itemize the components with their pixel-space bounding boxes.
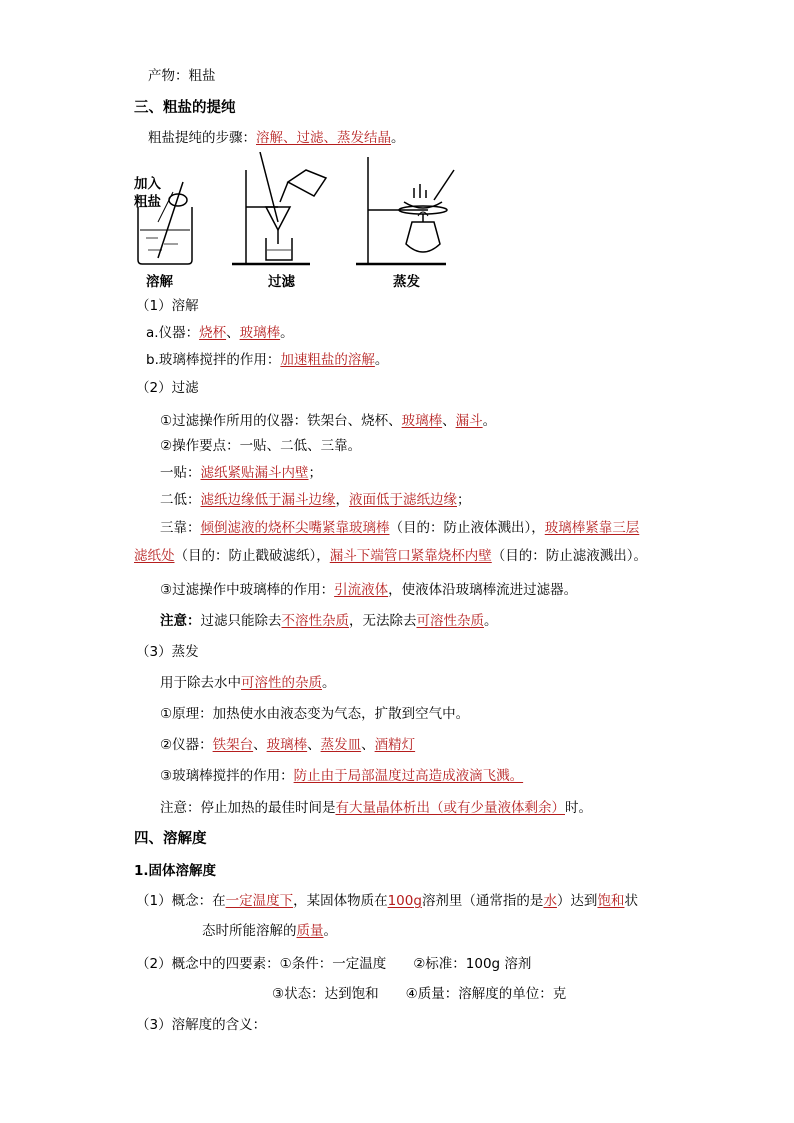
filter-heading: （2）过滤 [136, 380, 199, 396]
solid-solubility-heading: 1.固体溶解度 [134, 863, 217, 879]
answer: 玻璃棒紧靠三层 [544, 520, 640, 536]
evaporate-principle: ①原理：加热使水由液态变为气态，扩散到空气中。 [160, 706, 470, 722]
text: ③过滤操作中玻璃棒的作用： [160, 582, 335, 598]
answer: 有大量晶体析出（或有少量液体剩余） [335, 800, 565, 816]
figure-caption-evaporate: 蒸发 [393, 274, 420, 290]
answer: 铁架台 [212, 737, 254, 753]
text: ，无法除去 [349, 613, 417, 629]
text: a.仪器： [146, 325, 200, 341]
answer: 玻璃棒 [266, 737, 308, 753]
answer: 可溶性的杂质 [241, 675, 322, 691]
dissolve-heading: （1）溶解 [136, 298, 199, 314]
answer: 100g [387, 893, 422, 909]
solubility-concept [136, 891, 638, 911]
text: 。 [482, 413, 497, 429]
answer: 液面低于滤纸边缘 [349, 492, 457, 508]
text: ①过滤操作所用的仪器：铁架台、烧杯、 [160, 413, 402, 429]
figure-label-salt: 粗盐 [134, 194, 161, 210]
dissolve-rod-function [146, 350, 388, 370]
solubility-four-elements-cont: ③状态：达到饱和 ④质量：溶解度的单位：克 [272, 986, 567, 1002]
filter-three-lean-cont [134, 546, 647, 566]
figure-caption-filter: 过滤 [268, 274, 295, 290]
solubility-meaning: （3）溶解度的含义： [136, 1017, 267, 1033]
filter-one-stick [160, 463, 322, 483]
text: ②仪器： [160, 737, 213, 753]
text: （目的：防止液体溅出）， [389, 520, 545, 536]
text: （目的：防止滤液溅出）。 [491, 548, 647, 564]
section-four-heading: 四、溶解度 [134, 831, 207, 847]
filter-note [160, 611, 498, 631]
steps-answer: 溶解、过滤、蒸发结晶 [256, 130, 391, 146]
evaporate-heading: （3）蒸发 [136, 644, 199, 660]
text: 、 [253, 737, 267, 753]
text: 。 [280, 325, 294, 341]
answer: 不溶性杂质 [281, 613, 349, 629]
solubility-concept-cont [202, 921, 337, 941]
product-line: 产物：粗盐 [148, 68, 216, 84]
text: 溶剂里（通常指的是 [421, 893, 544, 909]
answer: 质量 [296, 923, 324, 939]
text: 一贴： [160, 465, 201, 481]
text: ，某固体物质在 [293, 893, 388, 909]
steps-prefix: 粗盐提纯的步骤： [148, 130, 256, 146]
solubility-four-elements: （2）概念中的四要素：①条件：一定温度 ②标准：100g 溶剂 [136, 956, 532, 972]
filter-rod-function [160, 580, 577, 600]
text: 状 [624, 893, 638, 909]
text: ，使液体沿玻璃棒流进过滤器。 [388, 582, 578, 598]
text: ）达到 [556, 893, 598, 909]
evaporate-note [160, 798, 592, 818]
text: 三靠： [160, 520, 201, 536]
answer: 水 [543, 893, 557, 909]
answer: 玻璃棒 [239, 325, 281, 341]
filter-instruments [160, 411, 496, 431]
text: 用于除去水中 [160, 675, 241, 691]
answer: 饱和 [597, 893, 625, 909]
text: 注意：停止加热的最佳时间是 [160, 800, 336, 816]
note-label: 注意： [160, 613, 201, 629]
text: 、 [226, 325, 240, 341]
filter-three-lean [160, 518, 639, 538]
purification-steps [148, 128, 405, 148]
answer: 引流液体 [334, 582, 389, 598]
dissolve-instruments [146, 323, 294, 343]
text: （1）概念：在 [136, 893, 226, 909]
answer: 漏斗 [455, 413, 483, 429]
answer: 玻璃棒 [401, 413, 443, 429]
text: 。 [322, 675, 336, 691]
text: 时。 [565, 800, 592, 816]
answer: 可溶性杂质 [416, 613, 484, 629]
text: b.玻璃棒搅拌的作用： [146, 352, 281, 368]
text: 态时所能溶解的 [202, 923, 297, 939]
answer: 酒精灯 [374, 737, 416, 753]
answer: 蒸发皿 [320, 737, 362, 753]
text: 。 [374, 352, 389, 368]
text: （目的：防止戳破滤纸）， [174, 548, 330, 564]
text: 。 [484, 613, 498, 629]
apparatus-illustration [128, 152, 468, 272]
figure-caption-dissolve: 溶解 [146, 274, 173, 290]
text: ， [335, 492, 349, 508]
text: ③玻璃棒搅拌的作用： [160, 768, 294, 784]
answer: 烧杯 [199, 325, 227, 341]
answer: 滤纸处 [134, 548, 175, 564]
filter-key-points: ②操作要点：一贴、二低、三靠。 [160, 438, 362, 454]
experiment-figure [128, 152, 468, 292]
answer: 倾倒滤液的烧杯尖嘴紧靠玻璃棒 [200, 520, 390, 536]
text: 、 [361, 737, 375, 753]
answer: 漏斗下端管口紧靠烧杯内壁 [329, 548, 492, 564]
answer: 防止由于局部温度过高造成液滴飞溅。 [293, 768, 524, 784]
text: 、 [307, 737, 321, 753]
section-three-heading: 三、粗盐的提纯 [134, 100, 236, 116]
text: ； [457, 492, 471, 508]
text: 、 [442, 413, 456, 429]
text: 二低： [160, 492, 201, 508]
answer: 一定温度下 [225, 893, 294, 909]
figure-label-add: 加入 [134, 176, 161, 192]
answer: 滤纸紧贴漏斗内壁 [200, 465, 309, 481]
text: ； [308, 465, 322, 481]
answer: 加速粗盐的溶解 [280, 352, 375, 368]
answer: 滤纸边缘低于漏斗边缘 [200, 492, 336, 508]
filter-two-low [160, 490, 471, 510]
evaporate-use [160, 673, 336, 693]
evaporate-instruments [160, 735, 415, 755]
text: 过滤只能除去 [200, 613, 282, 629]
steps-suffix: 。 [391, 130, 405, 146]
evaporate-rod-function [160, 766, 523, 786]
text: 。 [323, 923, 337, 939]
